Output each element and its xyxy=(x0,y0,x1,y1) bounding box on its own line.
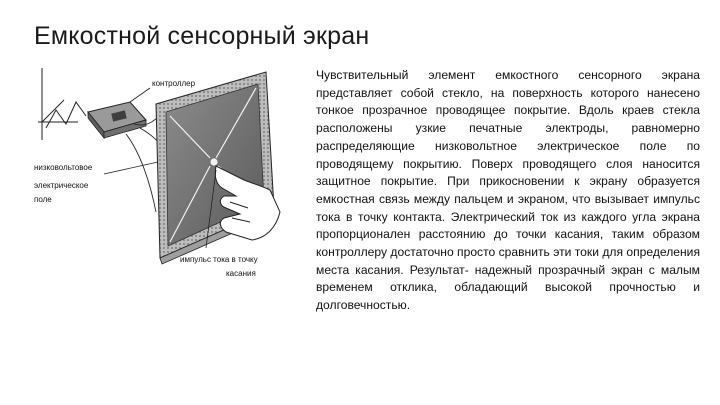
controller-board xyxy=(88,88,150,138)
diagram-svg xyxy=(30,62,312,302)
slide-title: Емкостной сенсорный экран xyxy=(34,22,370,50)
label-field-line3: поле xyxy=(34,195,52,204)
capacitive-screen-diagram xyxy=(30,62,312,302)
label-field-line2: электрическое xyxy=(34,181,89,190)
label-field-line1: низковольтовое xyxy=(34,163,93,172)
slide-body-text: Чувствительный элемент емкостного сенсорного экрана представляет собой стекло, на поверхность которого нанесено тонкое прозрачное проводящее покрытие. Вдоль краев стекла расположены узкие печатные электроды, равномерно распределяющие низковольтное электрическое поле по проводящему покрытию. Поверх проводящего слоя наносится защитное покрытие. При прикосновении к экрану образуется емкостная связь между пальцем и экраном, что вызывает импульс тока в точку контакта. Электрический ток из каждого угла экрана пропорционален расстоянию до точки касания, таким образом контроллеру достаточно просто сравнить эти токи для определения места касания. Результат- надежный прозрачный экран с малым временем отклика, обладающий высокой прочностью и долговечностью. xyxy=(316,68,700,313)
label-impulse-line2: касания xyxy=(226,269,256,278)
field-label-group xyxy=(34,162,158,204)
label-controller: контроллер xyxy=(152,79,196,88)
label-impulse-line1: импульс тока в точку xyxy=(180,255,258,264)
axes-icon xyxy=(38,68,86,140)
